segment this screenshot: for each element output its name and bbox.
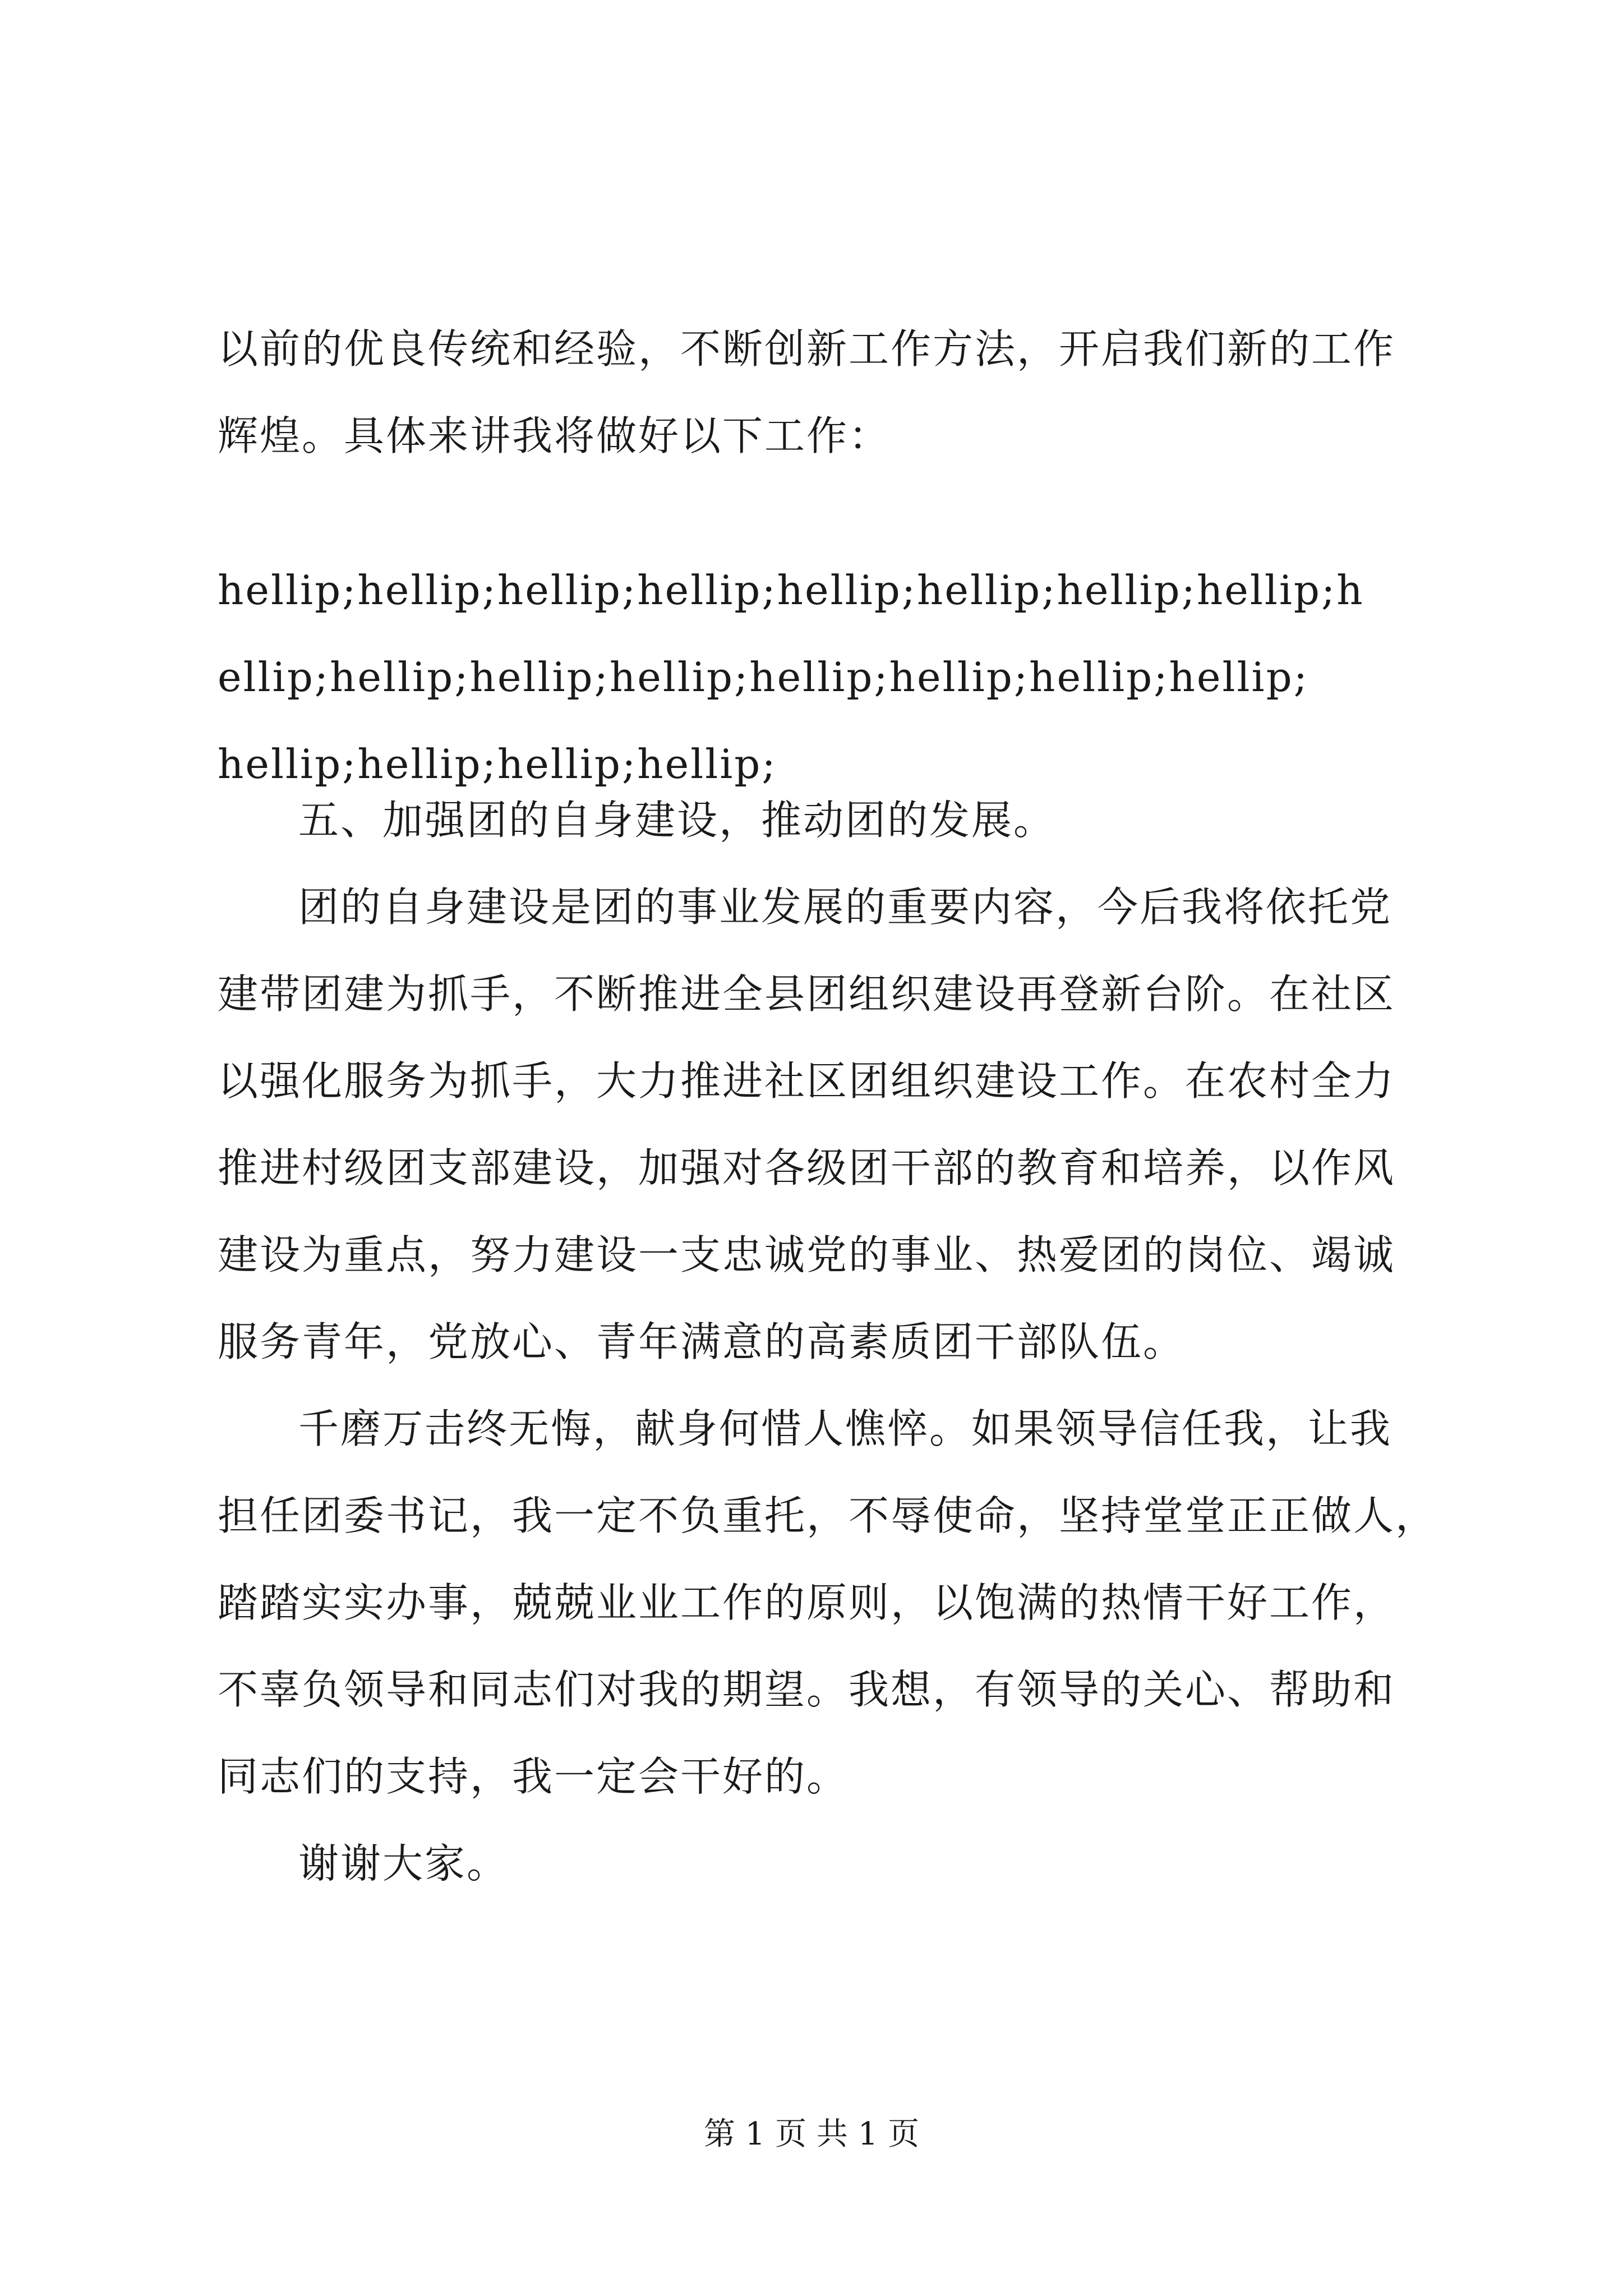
page-footer: 第 1 页 共 1 页: [703, 2116, 920, 2152]
text-line: hellip;hellip;hellip;hellip;: [218, 740, 777, 788]
text-line: 不辜负领导和同志们对我的期望。我想，有领导的关心、帮助和: [218, 1666, 1396, 1713]
closing-line: 谢谢大家。: [298, 1840, 509, 1887]
closing-block: [218, 1820, 1429, 1907]
text-line: 以强化服务为抓手，大力推进社区团组织建设工作。在农村全力: [218, 1057, 1396, 1105]
text-line: 以前的优良传统和经验，不断创新工作方法，开启我们新的工作: [218, 325, 1396, 372]
intro-paragraph: [218, 306, 1429, 480]
paragraph-self-building: [218, 864, 1429, 1386]
text-line: 推进村级团支部建设，加强对各级团干部的教育和培养，以作风: [218, 1144, 1396, 1191]
text-line: hellip;hellip;hellip;hellip;hellip;hellip;hellip;hellip;h: [218, 567, 1364, 614]
text-line: 踏踏实实办事，兢兢业业工作的原则，以饱满的热情干好工作，: [218, 1579, 1396, 1626]
text-line: 千磨万击终无悔，献身何惜人憔悴。如果领导信任我，让我: [298, 1405, 1393, 1452]
text-line: 担任团委书记，我一定不负重托，不辱使命，坚持堂堂正正做人，: [218, 1492, 1438, 1539]
text-line: 服务青年，党放心、青年满意的高素质团干部队伍。: [218, 1318, 1186, 1365]
text-line: 辉煌。具体来讲我将做好以下工作：: [218, 412, 891, 459]
text-line: 团的自身建设是团的事业发展的重要内容，今后我将依托党: [298, 884, 1393, 931]
text-line: ellip;hellip;hellip;hellip;hellip;hellip;hellip;hellip;: [218, 654, 1309, 701]
ellipsis-block: [218, 547, 1429, 808]
text-line: 同志们的支持，我一定会干好的。: [218, 1753, 849, 1800]
paragraph-commitment: [218, 1386, 1438, 1820]
section-heading: 五、加强团的自身建设，推动团的发展。: [298, 797, 1056, 844]
text-line: 建带团建为抓手，不断推进全县团组织建设再登新台阶。在社区: [218, 970, 1396, 1018]
section-heading-block: [218, 777, 1429, 864]
text-line: 建设为重点，努力建设一支忠诚党的事业、热爱团的岗位、竭诚: [218, 1231, 1396, 1278]
